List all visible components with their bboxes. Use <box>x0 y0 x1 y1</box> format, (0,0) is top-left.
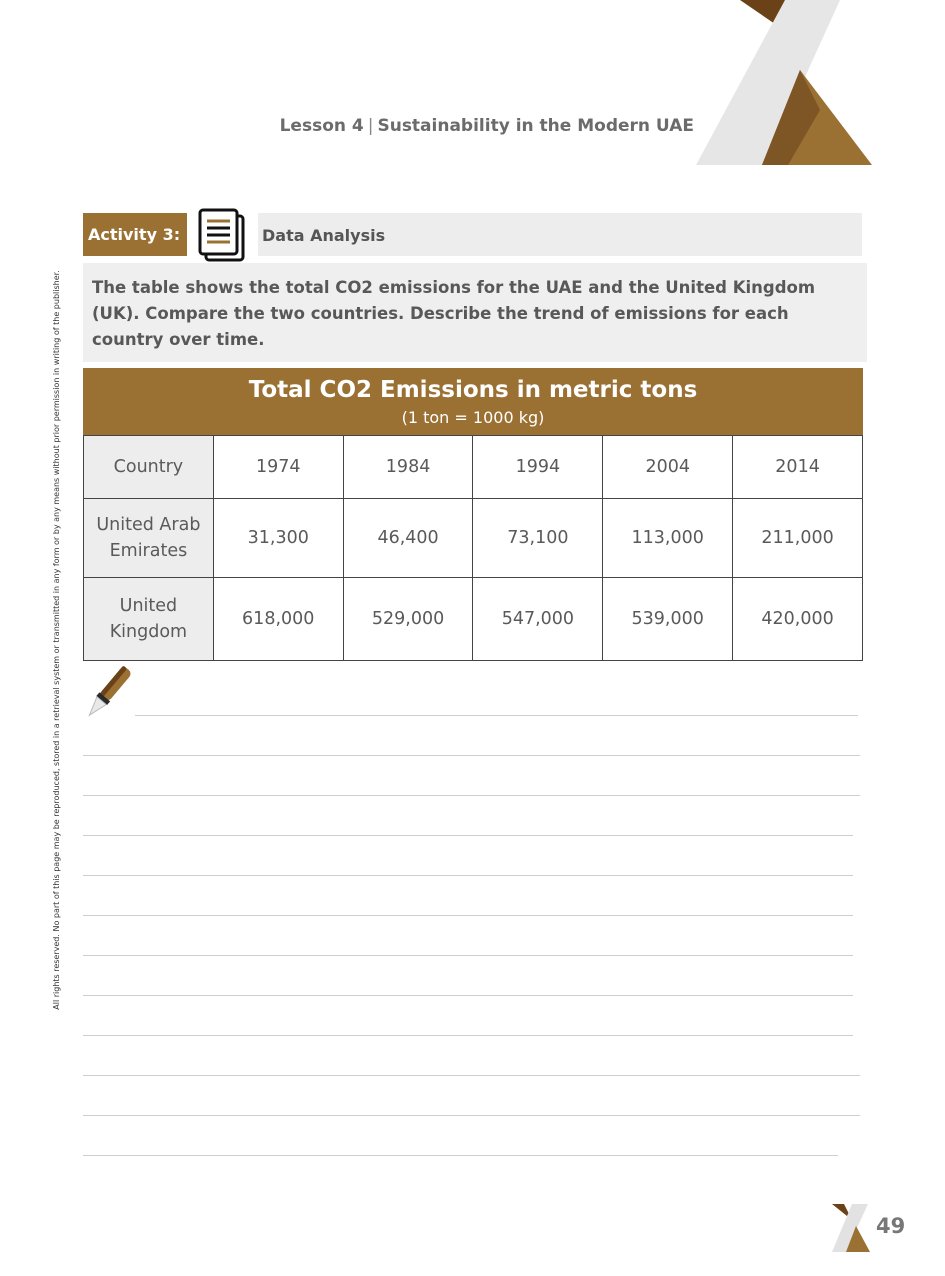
lesson-header <box>250 116 694 136</box>
writing-line[interactable] <box>83 1075 860 1076</box>
writing-line[interactable] <box>83 955 853 956</box>
activity-label: Activity 3: <box>83 213 187 256</box>
writing-line[interactable] <box>83 915 853 916</box>
value-cell: 211,000 <box>733 499 863 578</box>
table-row <box>84 578 863 661</box>
value-cell: 73,100 <box>473 499 603 578</box>
table-row <box>84 499 863 578</box>
value-cell: 547,000 <box>473 578 603 661</box>
column-header-year: 1974 <box>213 436 343 499</box>
table-subtitle: (1 ton = 1000 kg) <box>401 408 545 427</box>
decorative-x-logo-small <box>828 1204 872 1252</box>
column-header-country: Country <box>84 436 214 499</box>
column-header-year: 1994 <box>473 436 603 499</box>
decorative-x-logo <box>690 0 890 170</box>
page-number: 49 <box>876 1214 906 1238</box>
activity-title: Data Analysis <box>258 213 862 256</box>
instruction-text: The table shows the total CO2 emissions for the UAE and the United Kingdom (UK). Compare the two countries. Describe the trend of emissions for each country over time. <box>83 263 867 362</box>
value-cell: 31,300 <box>213 499 343 578</box>
writing-line[interactable] <box>83 1155 838 1156</box>
lesson-title: Sustainability in the Modern UAE <box>377 116 694 136</box>
value-cell: 539,000 <box>603 578 733 661</box>
writing-line[interactable] <box>83 875 853 876</box>
country-cell: United Kingdom <box>84 578 214 661</box>
copyright-notice: All rights reserved. No part of this page may be reproduced, stored in a retrieval system or transmitted in any form or by any means without prior permission in writing of the publisher. <box>52 270 61 1010</box>
column-header-year: 2014 <box>733 436 863 499</box>
table-header <box>83 368 863 436</box>
writing-line[interactable] <box>135 715 858 716</box>
writing-line[interactable] <box>83 995 853 996</box>
country-cell: United Arab Emirates <box>84 499 214 578</box>
table-header-row <box>84 436 863 499</box>
value-cell: 529,000 <box>343 578 473 661</box>
value-cell: 46,400 <box>343 499 473 578</box>
writing-line[interactable] <box>83 1115 860 1116</box>
lesson-number: Lesson 4 <box>279 116 364 136</box>
value-cell: 420,000 <box>733 578 863 661</box>
emissions-table <box>83 435 863 661</box>
writing-line[interactable] <box>83 835 853 836</box>
value-cell: 113,000 <box>603 499 733 578</box>
column-header-year: 2004 <box>603 436 733 499</box>
writing-line[interactable] <box>83 755 860 756</box>
writing-line[interactable] <box>83 795 860 796</box>
value-cell: 618,000 <box>213 578 343 661</box>
document-icon <box>197 207 247 263</box>
table-title: Total CO2 Emissions in metric tons <box>248 377 698 403</box>
pen-icon <box>80 666 136 720</box>
column-header-year: 1984 <box>343 436 473 499</box>
header-separator: | <box>367 116 374 136</box>
writing-line[interactable] <box>83 1035 853 1036</box>
